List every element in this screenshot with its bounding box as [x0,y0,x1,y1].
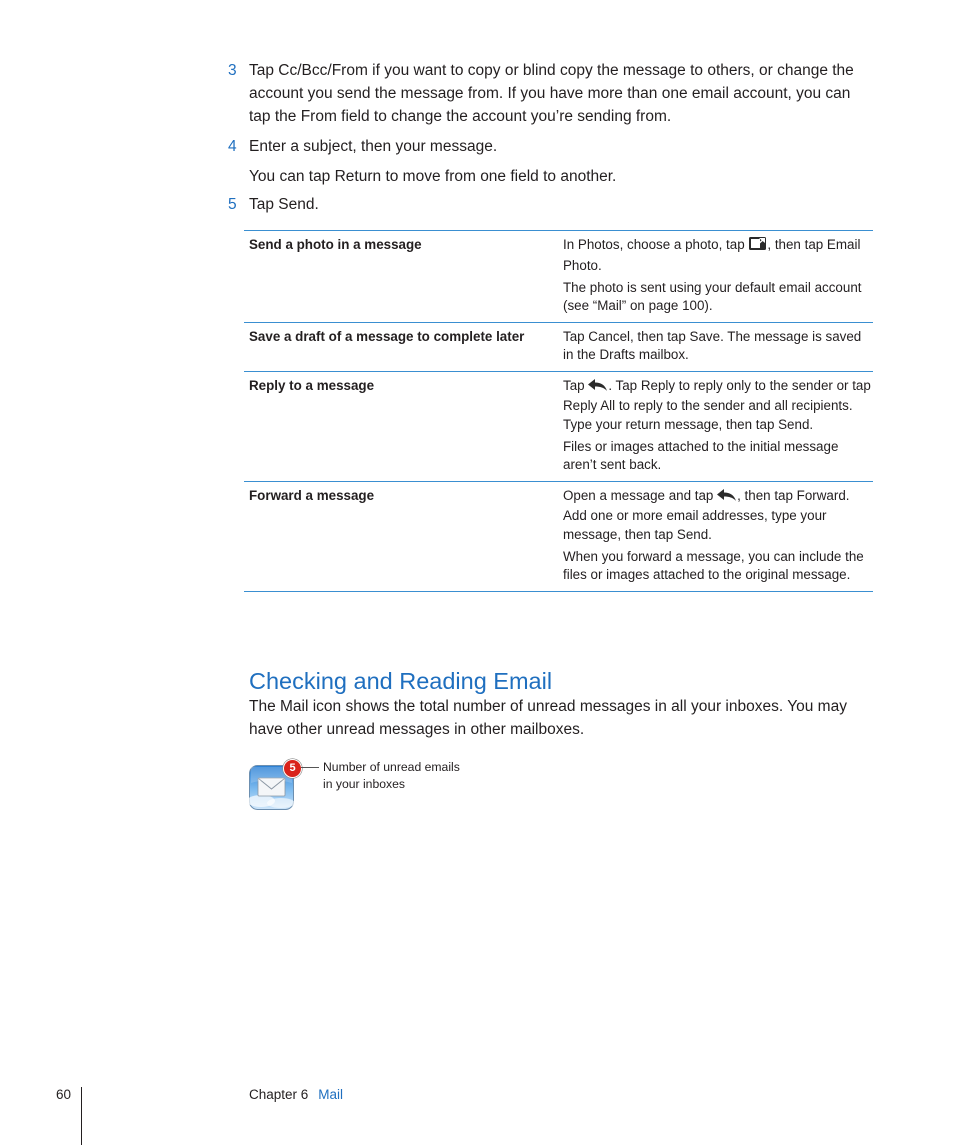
step-4-note: You can tap Return to move from one field to another. [249,168,617,185]
footer-rule [81,1087,82,1145]
table-rule [244,591,873,592]
chapter-label: Chapter 6 [249,1087,309,1102]
reply-arrow-icon [717,489,737,508]
action-icon [748,236,767,257]
task-description [563,482,871,591]
task-description [563,231,871,322]
step-number: 3 [228,62,237,79]
task-label: Save a draft of a message to complete later [249,328,525,344]
task-label: Reply to a message [249,377,375,393]
section-intro: The Mail icon shows the total number of unread messages in all your inboxes. You may have other unread messages in other mailboxes. [249,698,847,738]
desc-note: Files or images attached to the initial message aren’t sent back. [563,438,839,472]
table-row [244,323,873,371]
task-table [244,230,873,592]
desc-text: . Tap Reply to reply only to the sender or tap Reply All to reply to the sender and all recipients. Type your return message, then tap Send. [563,377,871,432]
desc-text: Tap [563,377,589,393]
step-number: 4 [228,138,237,155]
task-description [563,323,871,371]
chapter-section: Mail [318,1087,344,1102]
desc-note: The photo is sent using your default email account (see “Mail” on page 100). [563,279,862,313]
step-3 [228,59,868,128]
reply-arrow-icon [588,379,608,398]
step-text: Tap Cc/Bcc/From if you want to copy or blind copy the message to others, or change the account you send the message from. If you have more than one email account, you can tap the From field to change the account you’re sending from. [249,62,854,125]
step-5 [228,193,868,216]
step-text: Tap Send. [249,196,319,213]
table-row [244,372,873,481]
table-row [244,231,873,322]
step-text: Enter a subject, then your message. [249,138,498,155]
desc-text: , then tap Email Photo. [563,237,861,273]
desc-text: In Photos, choose a photo, tap [563,237,749,252]
page-number: 60 [56,1087,72,1102]
section-heading: Checking and Reading Email [249,668,553,694]
task-label: Forward a message [249,487,375,503]
task-description [563,372,871,481]
step-4 [228,135,868,158]
desc-note: When you forward a message, you can include the files or images attached to the original message. [563,548,864,582]
desc-text: Tap Cancel, then tap Save. The message is saved in the Drafts mailbox. [563,328,862,362]
desc-text: Open a message and tap [563,487,718,503]
unread-count-badge: 5 [283,759,302,778]
step-number: 5 [228,196,237,213]
table-row [244,482,873,591]
callout-leader-line [301,767,319,768]
callout-label: Number of unread emails in your inboxes [323,760,460,791]
task-label: Send a photo in a message [249,237,422,252]
footer-chapter [249,1087,343,1102]
desc-text: , then tap Forward. Add one or more email addresses, type your message, then tap Send. [563,487,850,542]
